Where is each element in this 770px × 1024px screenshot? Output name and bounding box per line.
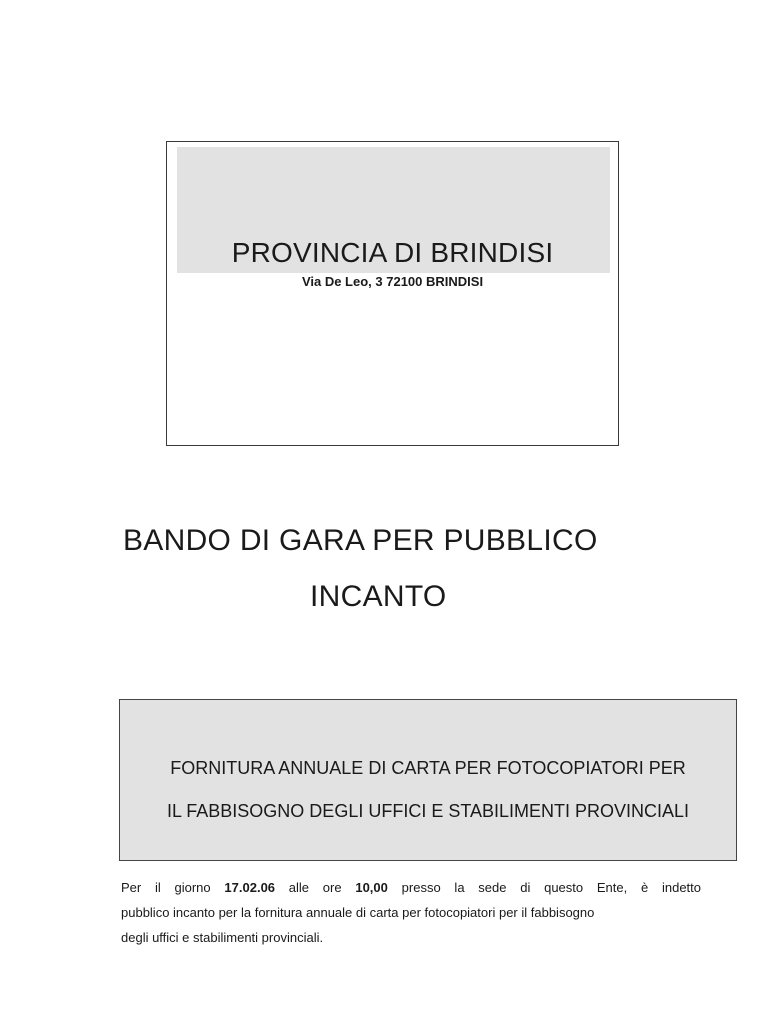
organization-name: PROVINCIA DI BRINDISI: [231, 237, 554, 268]
body-line1-rest: presso la sede di questo Ente, è indetto: [401, 880, 702, 895]
letterhead-box: [166, 141, 619, 446]
body-line1: [121, 875, 701, 900]
body-intro: Per il giorno: [121, 880, 211, 895]
body-time-prefix: alle ore: [288, 880, 342, 895]
subject-line1: FORNITURA ANNUALE DI CARTA PER FOTOCOPIATORI PER: [170, 758, 686, 778]
body-paragraph: [121, 875, 701, 950]
body-line2: pubblico incanto per la fornitura annuale di carta per fotocopiatori per il fabbisogno: [121, 905, 595, 920]
body-line3: degli uffici e stabilimenti provinciali.: [121, 930, 324, 945]
document-title-line1: BANDO DI GARA PER PUBBLICO: [123, 524, 598, 557]
body-date: 17.02.06: [224, 880, 276, 895]
document-title-line2: INCANTO: [310, 580, 447, 613]
organization-address: Via De Leo, 3 72100 BRINDISI: [301, 274, 484, 289]
body-time: 10,00: [355, 880, 388, 895]
subject-line2: IL FABBISOGNO DEGLI UFFICI E STABILIMENTI PROVINCIALI: [166, 801, 690, 821]
subject-box: [119, 699, 737, 861]
